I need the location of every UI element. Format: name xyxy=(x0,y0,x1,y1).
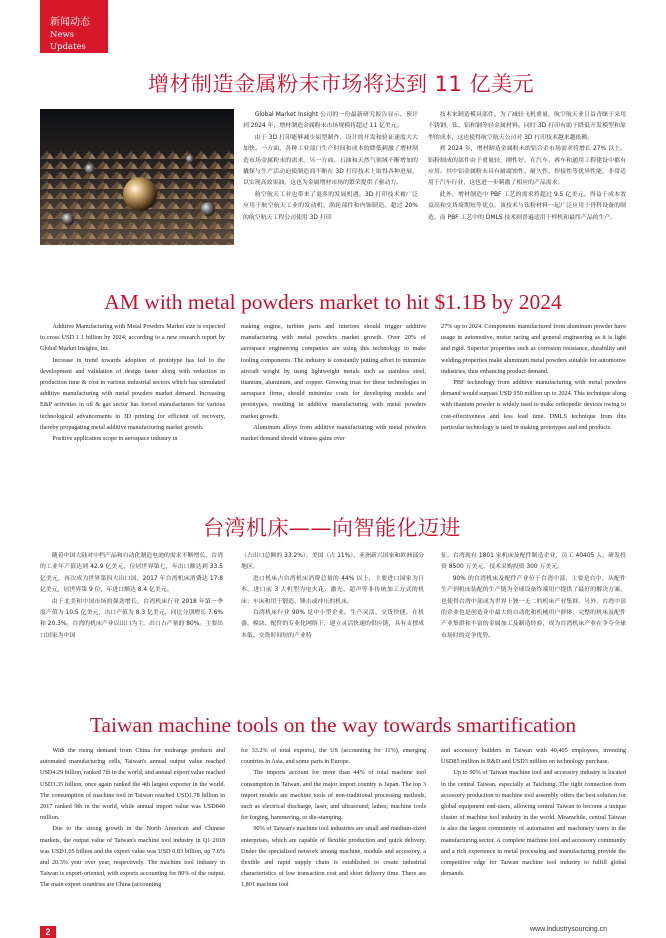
paragraph: 90% of Taiwan's machine tool industries are small and medium-sized enterprises, which are capable of flexible production and quick delivery. Under the specialized network among machine, module and accessory, a flexible and rapid supply chain is established to create industrial characteristics of low transaction cost and short delivery time. There are 1,801 machine tool xyxy=(241,825,426,889)
paragraph: 90% 的台湾机床及配件产业位于台湾中部，主要是台中，从配件生产到机床装配的生产链为全球设备终端用户提供了最好的解决方案，也使得台湾中部成为世界上独一无二的机床产业集群。另外，台湾中部的企业也是创造业中最大的自动化和机械用户群体，完整的机床及配件产业集群和丰富的金属加工及制造经验，成为台湾机床产业在争夺全球市场时的竞争优势。 xyxy=(441,575,626,639)
paragraph: Positive application scope in aerospace industry in xyxy=(52,435,178,443)
paragraph: The imports account for more than 44% of total machine tool consumption in Taiwan, and the major import country is Japan. The top 3 import models are machine tools of non-traditional processing methods, such as electrical discharge, laser, and ultrasound; lathes; machine tools for forging, hammering, or die-stamping. xyxy=(241,769,426,822)
paragraph: Global Market Insight 公司的一份最新研究报告显示，预计到 2024 年，增材制造金属粉末市场规模将超过 11 亿美元。 xyxy=(243,112,418,130)
article1-title-cn: 增材制造金属粉末市场将达到 11 亿美元 xyxy=(148,72,535,96)
article2-en-column-3 xyxy=(441,745,626,879)
paragraph: 台湾机床行业 90% 是中小型企业。生产灵活，交货快捷。在机器、模块、配件的专业化网络下，建立灵活快速的供应链，具有支撑成本低、交货时间短的产业特 xyxy=(241,610,424,639)
paragraph: for 33.2% of total exports), the US (accounting for 11%), emerging countries in Asia, and some parts in Europe. xyxy=(241,747,426,766)
page-number: 2 xyxy=(40,926,56,938)
metal-spheres-image xyxy=(40,109,234,245)
paragraph: Increase in trend towards adoption of prototype has led to the development and validation of design faster along with reduction in production time & cost in various industrial sectors which has stimulated additive manufacturing with metal powders market demand. Increasing E&P activities in oil & gas sector has forced manufacturers for various technological advancements in 3D printing for efficient oil recovery, thereby propagating metal additive manufacturing market growth. xyxy=(40,356,225,431)
paragraph: 航空航天工业也带来了更多的发展机遇。3D 打印技术被广泛应用于航空航天工业的发动机、涡轮部件和内饰制造。超过 20% 的航空航天工程公司使用 3D 打印 xyxy=(243,191,418,221)
article1-en-column-2 xyxy=(241,321,426,444)
article1-cn-column-1 xyxy=(243,110,418,224)
section-tag xyxy=(40,0,108,53)
paragraph: 27% up to 2024. Components manufactured from aluminum powder have usage in automotive, motor racing and general engineering as it is light and rigid. Superior properties such as corrosion resistance, durability and welding properties make aluminum metal powders suitable for automotive industries, thus enhancing product demand. xyxy=(441,323,626,375)
paragraph: Up to 90% of Taiwan machine tool and accessory industry is located in the central Taiwan, especially at Taichung. The tight connection from accessory production to machine tool assembly offers the best solution for global equipment end-users, allowing central Taiwan to become a unique cluster of machine tool industry in the world. Meanwhile, central Taiwan is also the largest community of automation and machinery users in the manufacturing sector. A complete machine tool and accessory community and a rich experience in metal processing and manufacturing provide the competitive edge for Taiwan machine tool industry to fulfill global demands. xyxy=(441,769,626,878)
article2-cn-column-3 xyxy=(441,551,626,642)
paragraph: Additive Manufacturing with Metal Powders Market size is expected to cross USD 1.1 billion by 2024; according to a new research report by Global Market Insights, Inc. xyxy=(40,323,225,353)
section-tag-en: News Updates xyxy=(50,30,86,52)
paragraph: and accessory builders in Taiwan with 40,405 employees, investing USD85 million in R&D and USD3 million on technology purchase. xyxy=(441,747,626,766)
article1-cn-column-2 xyxy=(428,110,626,224)
paragraph: With the rising demand from China for midrange products and automated manufacturing cells, Taiwan's annual output value reached USD4.29 billion, ranked 7th in the world, and annual export value reached USD3.35 billion, once again ranked the 4th largest exporter in the world. The consumption of machine tool in Taiwan reached USD1.78 billion in 2017 ranked 9th in the world, while annual import value was USD840 million. xyxy=(40,747,225,822)
article2-title-cn: 台湾机床——向智能化迈进 xyxy=(203,516,461,540)
paragraph: （占出口总额的 33.2%）、美国（占 11%）、亚洲新兴国家和欧洲部分地区。 xyxy=(241,553,424,571)
section-tag-cn: 新闻动态 xyxy=(50,17,90,28)
paragraph: 进口机床占台湾机床消费总量的 44% 以上，主要进口国家为日本。进口前 3 大机型为电火花、激光、超声等非传统加工方式的机床；车床和用于锻造、锤击或冲压的机床。 xyxy=(241,575,424,605)
article1-en-column-3 xyxy=(441,321,626,433)
paragraph: 由于 3D 打印能够减少原型制作，设计的开发和验证速度大大加快。一方面，各种工业部门生产时间和成本的降低刺激了增材制造市场金属粉末的需求。另一方面，石油和天然气领域不断增加的撬探与生产活动迫使制造商不断在 3D 打印技术上取得各种进展，以实现高效果油，这也为金属增材市场的繁荣提供了驱动力。 xyxy=(243,134,418,187)
article1-en-column-1 xyxy=(40,321,225,444)
article2-en-column-1 xyxy=(40,745,225,891)
paragraph: Due to the strong growth in the North American and Chinese markets, the output value of Taiwan's machine tool industry in Q1 2018 was USD1.05 billion and the export value was USD 0.83 billion, up 7.6% and 20.3% year over year, respectively. The machine tool industry in Taiwan is export-oriented, with exports accounting for 80% of the output. The main export countries are China (accounting xyxy=(40,825,225,889)
paragraph: 征。台湾现有 1801 家机床及配件制造企业，员工 40405 人，研发投资 8500 万美元，技术采购投资 300 万美元。 xyxy=(441,553,626,571)
article2-title-en: Taiwan machine tools on the way towards smartification xyxy=(89,713,577,737)
paragraph: 到 2024 年，增材制造金属粉末的铝合金市场需求将增长 27% 以上。铝粉制成的部件由于重量轻，刚性好，在汽车、赛车和通用工程建设中都有应用。其中铝金属粉末具有耐腐蚀性、耐久性、焊接性等优异性能，非常适用于汽车行业，这也进一步刺激了相应的产品需求。 xyxy=(428,146,626,187)
paragraph: Aluminum alloys from additive manufacturing with metal powders market demand should witness gains over xyxy=(241,423,426,443)
paragraph: 此外，增材制造中 PBF 工艺的需求将超过 9.5 亿美元。得益于成本效益高和交货周期短等优点，该技术与钛粉材料一起广泛应用于骨科设备的制造。而 PBF 工艺中的 DMLS 技术则普遍适用于样机和最终产品的生产。 xyxy=(428,191,626,221)
article2-cn-column-1 xyxy=(40,551,223,642)
paragraph: making engine, turbine parts and interiors should trigger additive manufacturing with metal powders market growth. Over 20% of aerospace engineering companies are using this technology to make tooling components. The industry is constantly putting effort to minimize aircraft weight by using lightweight metals such as stainless steel, titanium, aluminum, and copper. Growing trust for these technologies in aerospace firms, should minimize costs for developing models and prototypes, resulting in additive manufacturing with metal powders market growth. xyxy=(241,323,426,420)
article2-cn-column-2 xyxy=(241,551,424,642)
article2-en-column-2 xyxy=(241,745,426,891)
paragraph: PBF technology from additive manufacturing with metal powders demand would surpass USD 950 million up to 2024. This technique along with titanium powder is widely used to make orthopedic devices owing to cost-effectiveness and less lead time. DMLS technique from this particular technology is used in making prototypes and end products. xyxy=(441,379,626,431)
paragraph: 技术来制造模具部件。为了减轻飞机重量，航空航天业日益青睐于采用不锈钢、钛、铝和钢等轻金属材料。同时 3D 打印有助于降低开发模型和原型的成本，这也使得航空航天公司对 3D 打印技术越来越依赖。 xyxy=(428,112,626,141)
article1-title-en: AM with metal powders market to hit $1.1B by 2024 xyxy=(104,290,562,314)
paragraph: 由于北美和中国市场的强劲增长，台湾机床行业 2018 年第一季度产值为 10.5 亿美元，出口产值为 8.3 亿美元，同比分别增长 7.6% 和 20.3%。台湾的机床产业以出口为主，出口占产量的 80%。主要出口国家为中国 xyxy=(40,598,223,639)
footer-url[interactable]: www.industrysourcing.cn xyxy=(530,926,608,933)
paragraph: 随着中国大陆对中档产品和自动化制造电池的需求不断增长，台湾的工业年产值达到 42.9 亿美元，位居世界第七，年出口额达到 33.5 亿美元，再次成为世界第四大出口国。2017 年台湾机床消费达 17.8 亿美元，居世界第 9 位，年进口额达 8.4 亿美元。 xyxy=(40,553,223,594)
